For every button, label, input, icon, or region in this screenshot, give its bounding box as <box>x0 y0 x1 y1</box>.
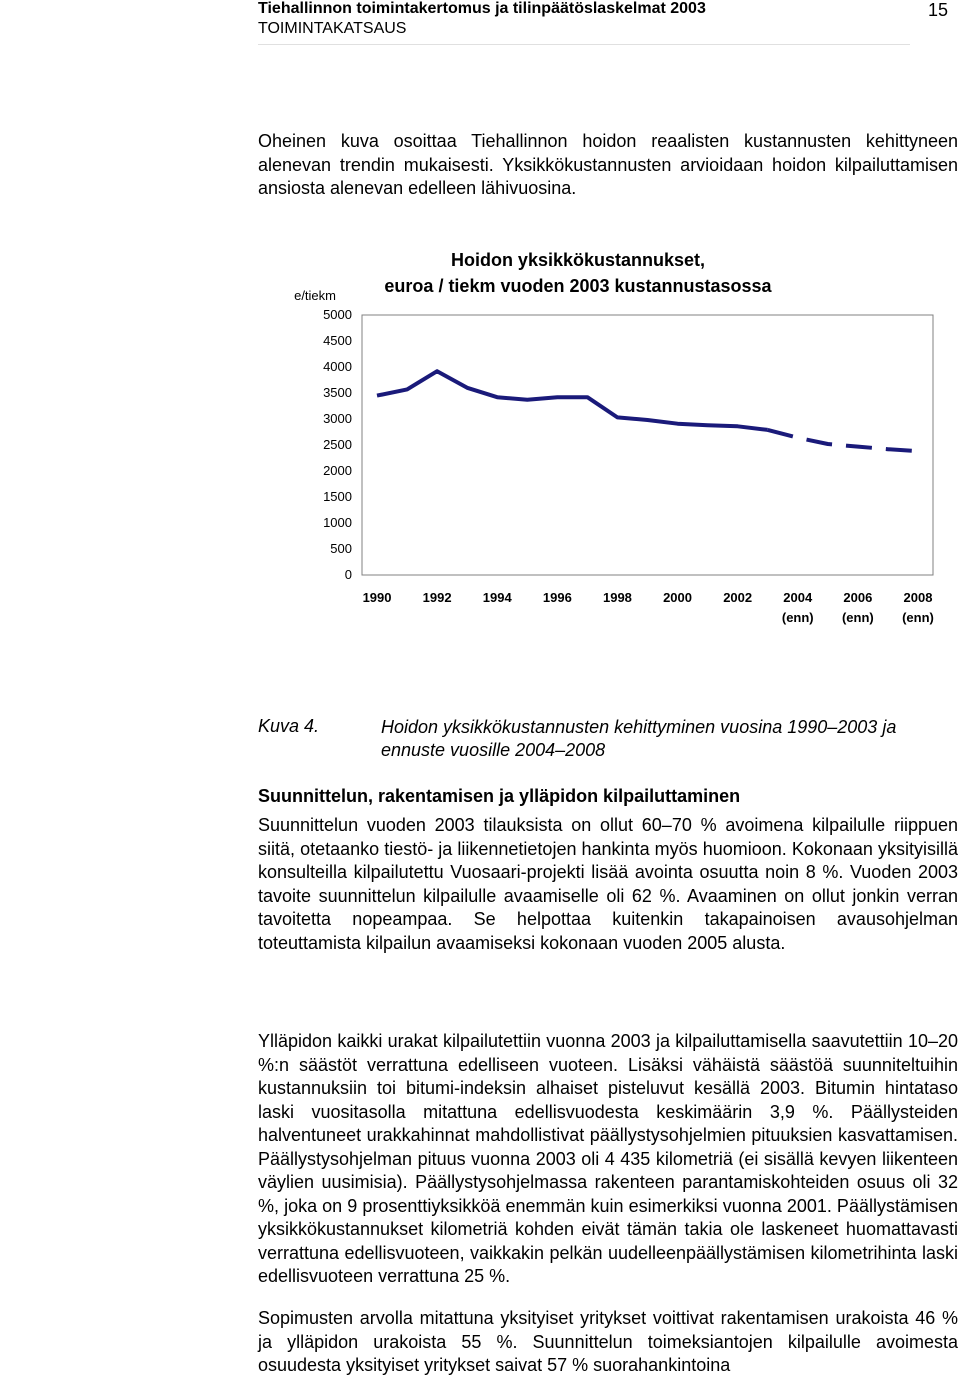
intro-paragraph: Oheinen kuva osoittaa Tiehallinnon hoidon reaalisten kustannusten kehittyneen alenevan trendin mukaisesti. Yksikkökustannusten arvioidaan hoidon kilpailuttamisen ansiosta alenevan edelleen lähivuosina. <box>258 131 958 198</box>
page-header <box>258 0 960 40</box>
y-tick-label: 3500 <box>323 385 352 400</box>
paragraph-planning: Suunnittelun vuoden 2003 tilauksista on ollut 60–70 % avoimena kilpailulle riippuen siitä, otetaanko tiestö- ja liikennetietojen hankinta myös huomioon. Kokonaan yksityisillä konsulteilla kilpailutettu Vuosaari-projekti lisää avointa osuutta noin 8 %. Vuoden 2003 tavoite suunnittelun kilpailulle avaamiselle oli 62 %. Avaaminen on ollut jonkin verran tavoitetta nopeampaa. Se helpottaa kuitenkin takapainoisen avausohjelman toteuttamista kilpailun avaamiseksi kokonaan vuoden 2005 alusta. <box>258 815 958 953</box>
unit-cost-chart <box>0 230 960 650</box>
x-tick-label: 1990 <box>362 590 392 605</box>
x-tick-label: 2008 <box>903 590 933 605</box>
x-tick-label: 2002 <box>723 590 753 605</box>
y-tick-label: 1000 <box>323 515 352 530</box>
y-tick-label: 4000 <box>323 359 352 374</box>
y-tick-label: 2500 <box>323 437 352 452</box>
page-number: 15 <box>927 0 948 20</box>
x-tick-label: 2000 <box>663 590 693 605</box>
chart-title: Hoidon yksikkökustannukset, <box>450 250 706 270</box>
x-tick-sublabel: (enn) <box>781 610 814 625</box>
y-tick-label: 500 <box>330 541 352 556</box>
y-tick-label: 2000 <box>323 463 352 478</box>
x-tick-label: 1992 <box>422 590 452 605</box>
x-tick-label: 1998 <box>602 590 632 605</box>
paragraph-maintenance: Ylläpidon kaikki urakat kilpailutettiin vuonna 2003 ja kilpailuttamisella saavutettiin 10–20 %:n säästöt verrattuna edelliseen vuoteen. Lisäksi vähäistä säästöä suunniteltuihin kustannuksiin toi bitumi-indeksin alhaiset pisteluvut kesällä 2003. Bitumin hintataso laski vuositasolla mitattuna edellisvuodesta keskimäärin 3,9 %. Päällysteiden halventuneet urakkahinnat mahdollistivat päällystysohjelmien pituuksien kasvattamisen. Päällystysohjelman pituus vuonna 2003 oli 4 435 kilometriä (ei sisällä kevyen liikenteen väylien uusimisia). Päällystysohjelmassa rakenteen parantamiskohteiden osuus oli 32 %, joka on 9 prosenttiyksikköä enemmän kuin esimerkiksi vuonna 2001. Päällystämisen yksikkökustannukset kilometriä kohden eivät tämän takia ole laskeneet huomattavasti verrattuna edellisvuoteen, vaikkakin pelkän uudelleenpäällystämisen kilometrihinta laski edellisvuoteen verrattuna 25 %. <box>258 1031 958 1286</box>
y-tick-label: 0 <box>344 567 352 582</box>
x-tick-label: 1994 <box>482 590 512 605</box>
y-tick-label: 3000 <box>323 411 352 426</box>
x-tick-label: 1996 <box>542 590 572 605</box>
y-tick-label: 1500 <box>323 489 352 504</box>
section-heading: Suunnittelun, rakentamisen ja ylläpidon kilpailuttaminen <box>258 786 741 806</box>
x-tick-sublabel: (enn) <box>902 610 934 625</box>
x-tick-label: 2004 <box>783 590 813 605</box>
series-line-ennuste <box>768 430 918 451</box>
paragraph-contracts: Sopimusten arvolla mitattuna yksityiset yritykset voittivat rakentamisen urakoista 46 % ja ylläpidon urakoista 55 %. Suunnittelun toimeksiantojen kilpailulle avoimesta osuudesta yksityiset yritykset saivat 57 % suorahankintoina <box>258 1308 958 1375</box>
y-axis-label: e/tiekm <box>294 288 336 303</box>
chart-subtitle: euroa / tiekm vuoden 2003 kustannustasossa <box>384 276 772 296</box>
document-title: Tiehallinnon toimintakertomus ja tilinpäätöslaskelmat 2003 <box>258 0 706 17</box>
y-tick-label: 5000 <box>323 307 352 322</box>
series-line-toteutunut <box>377 371 768 430</box>
figure-label: Kuva 4. <box>258 716 320 736</box>
x-tick-sublabel: (enn) <box>841 610 874 625</box>
y-tick-label: 4500 <box>323 333 352 348</box>
header-divider <box>258 44 910 45</box>
section-label: TOIMINTAKATSAUS <box>258 20 407 37</box>
x-tick-label: 2006 <box>843 590 873 605</box>
figure-caption: Hoidon yksikkökustannusten kehittyminen vuosina 1990–2003 ja ennuste vuosille 2004–2008 <box>381 717 897 760</box>
